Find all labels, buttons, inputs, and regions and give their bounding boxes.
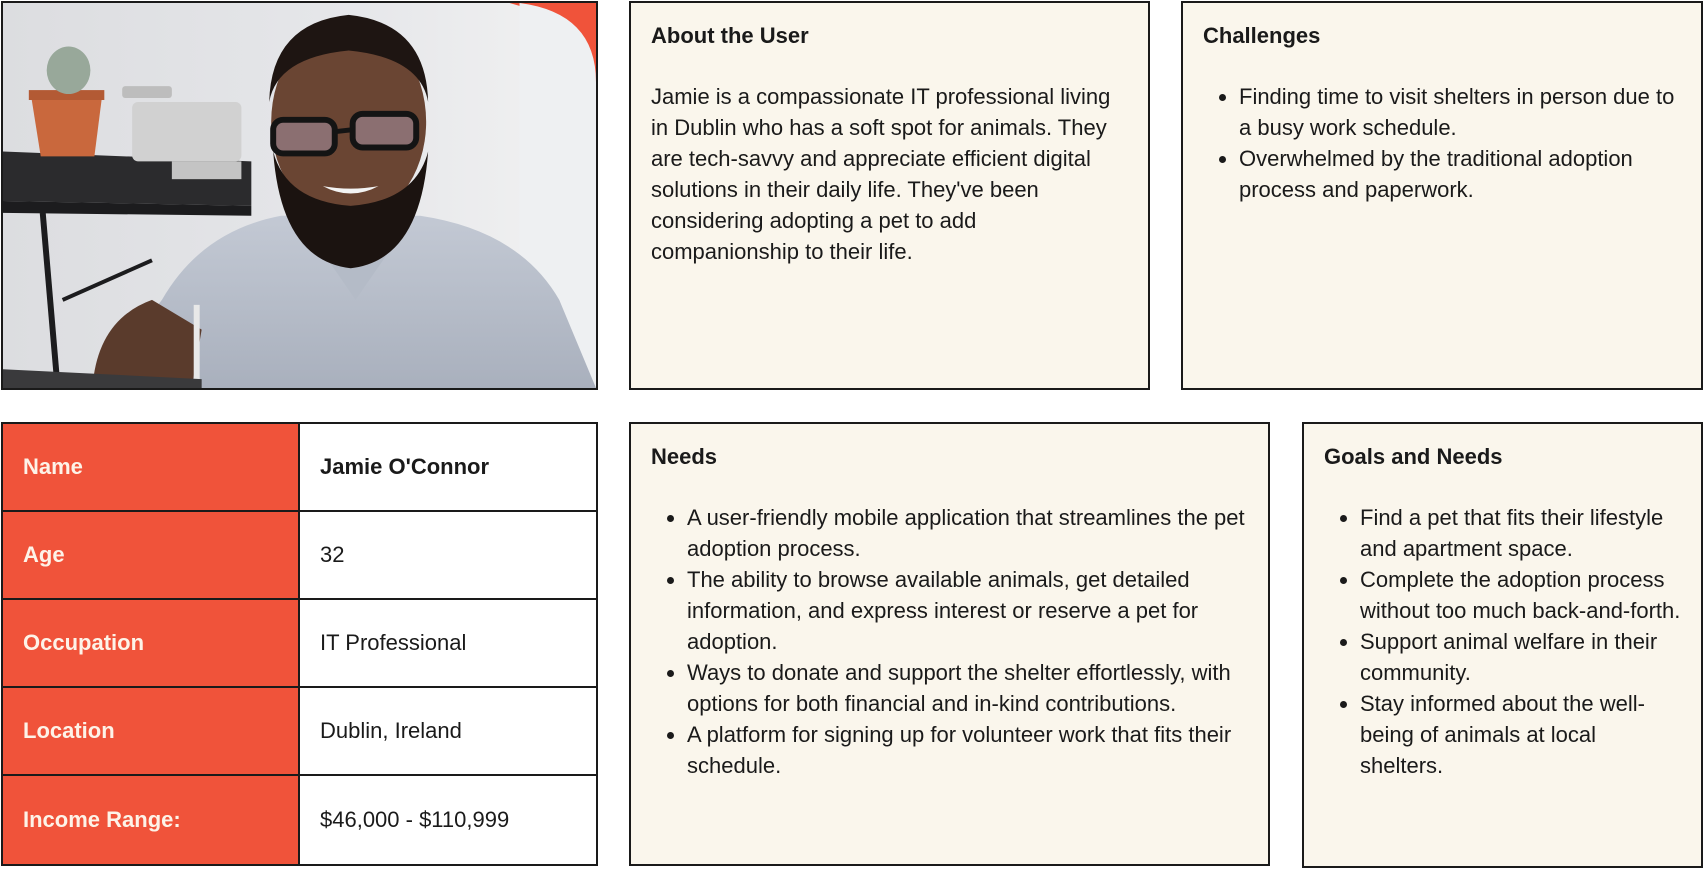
name-value: Jamie O'Connor [300,424,596,512]
user-photo [1,1,598,390]
income-range-label: Income Range: [3,776,300,864]
list-item: • The ability to browse available animals, get detailed information, and express interest or reserve a pet for adoption. [687,564,1248,657]
list-item: • Complete the adoption process without too much back-and-forth. [1360,564,1681,626]
challenges-list [1203,81,1681,205]
list-item: • A platform for signing up for volunteer work that fits their schedule. [687,719,1248,781]
list-item: • Finding time to visit shelters in person due to a busy work schedule. [1239,81,1681,143]
about-user-heading: About the User [651,23,809,48]
challenges-heading: Challenges [1203,23,1321,48]
needs-heading: Needs [651,444,718,469]
age-value: 32 [300,512,596,600]
list-item: • Stay informed about the well-being of animals at local shelters. [1360,688,1681,781]
list-item: • Overwhelmed by the traditional adoption process and paperwork. [1239,143,1681,205]
goals-card [1302,422,1703,868]
goals-list [1324,502,1681,781]
income-range-value: $46,000 - $110,999 [300,776,596,864]
person-portrait-photo [3,3,596,388]
needs-list [651,502,1248,781]
about-user-text: Jamie is a compassionate IT professional living in Dublin who has a soft spot for animals. They are tech-savvy and appreciate efficient digital solutions in their daily life. They've been considering adopting a pet to add companionship to their life. [651,84,1111,264]
occupation-value: IT Professional [300,600,596,688]
list-item: • Support animal welfare in their community. [1360,626,1681,688]
challenges-card [1181,1,1703,390]
list-item: • Ways to donate and support the shelter effortlessly, with options for both financial and in-kind contributions. [687,657,1248,719]
needs-card [629,422,1270,866]
age-label: Age [3,512,300,600]
location-value: Dublin, Ireland [300,688,596,776]
occupation-label: Occupation [3,600,300,688]
about-user-card [629,1,1150,390]
list-item: • Find a pet that fits their lifestyle and apartment space. [1360,502,1681,564]
location-label: Location [3,688,300,776]
name-label: Name [3,424,300,512]
list-item: • A user-friendly mobile application that streamlines the pet adoption process. [687,502,1248,564]
profile-table [1,422,598,866]
goals-heading: Goals and Needs [1324,444,1503,469]
